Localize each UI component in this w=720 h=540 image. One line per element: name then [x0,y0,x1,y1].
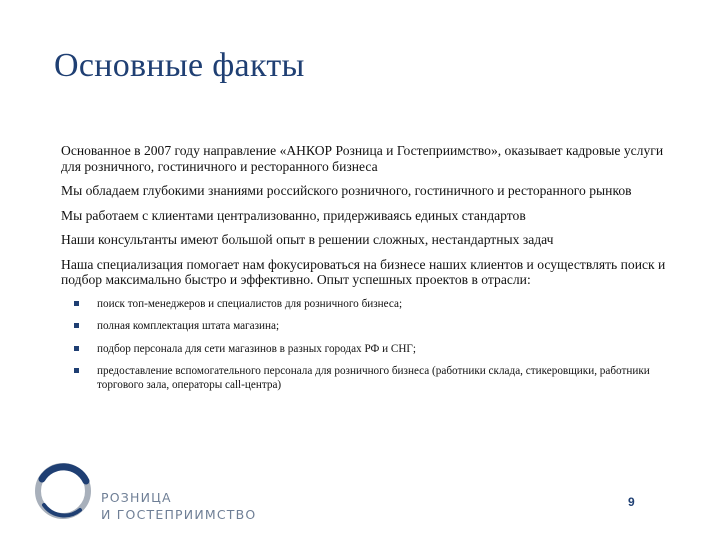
bullet-item [61,364,676,392]
content-body [61,143,676,401]
ring-logo-icon [30,455,100,525]
slide-title: Основные факты [54,47,305,84]
bullet-text: поиск топ-менеджеров и специалистов для розничного бизнеса; [97,297,403,310]
bullet-item [61,342,676,356]
logo-wordmark [101,489,256,523]
paragraph: Мы обладаем глубокими знаниями российского розничного, гостиничного и ресторанного рынков [61,183,632,198]
logo-line-2: И ГОСТЕПРИИМСТВО [101,507,257,522]
paragraph: Наши консультанты имеют большой опыт в решении сложных, нестандартных задач [61,232,554,247]
paragraph: Мы работаем с клиентами централизованно, придерживаясь единых стандартов [61,207,526,223]
paragraph: Наша специализация помогает нам фокусироваться на бизнесе наших клиентов и осуществлять поиск и подбор максимально быстро и эффективно. Опыт успешных проектов в отрасли: [61,256,666,287]
bullet-text: предоставление вспомогательного персонала для розничного бизнеса (работники склада, стикеровщики, работники торгового зала, операторы call-центра) [97,365,650,391]
bullet-text: полная комплектация штата магазина; [97,320,280,332]
bullet-item [61,297,676,311]
company-logo [30,455,270,525]
bullet-list [61,297,676,393]
bullet-text: подбор персонала для сети магазинов в разных городах РФ и СНГ; [97,342,417,355]
square-bullet-icon [74,368,79,373]
logo-line-1: РОЗНИЦА [101,490,172,505]
page-number: 9 [628,495,635,509]
square-bullet-icon [74,301,79,306]
bullet-item [61,319,676,333]
square-bullet-icon [74,346,79,351]
paragraph: Основанное в 2007 году направление «АНКОР Розница и Гостеприимство», оказывает кадровые услуги для розничного, гостиничного и ресторанного бизнеса [61,143,664,174]
square-bullet-icon [74,323,79,328]
